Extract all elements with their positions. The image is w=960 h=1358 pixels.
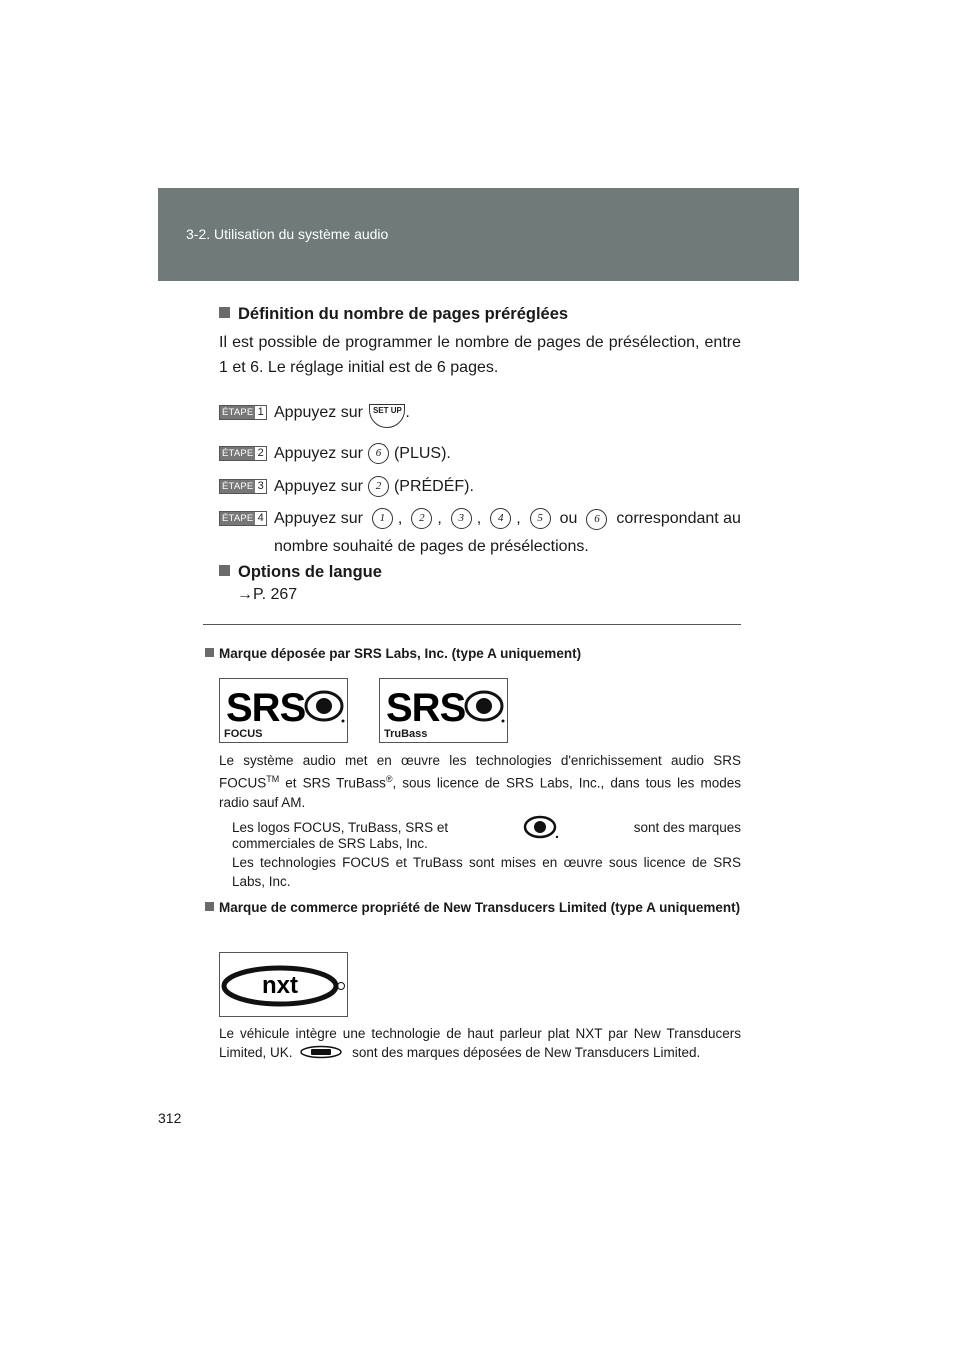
square-bullet-icon	[219, 307, 230, 318]
text: et SRS TruBass	[279, 775, 386, 791]
heading-preset-pages	[219, 305, 741, 324]
section-title: 3-2. Utilisation du système audio	[186, 226, 389, 242]
step-label: ÉTAPE	[222, 407, 254, 418]
nxt-emblem-icon	[299, 1045, 345, 1059]
nxt-logo-text: nxt	[262, 972, 298, 999]
intro-paragraph: Il est possible de programmer le nombre de pages de présélection, entre 1 et 6. Le réglage initial est de 6 pages.	[219, 334, 741, 376]
step-text: Appuyez sur	[274, 478, 363, 495]
step-number: 3	[255, 480, 266, 493]
step-label: ÉTAPE	[222, 448, 254, 459]
step-label: ÉTAPE	[222, 513, 254, 524]
step-text-end: correspondant au	[616, 510, 741, 527]
button-2-icon: 2	[368, 476, 389, 497]
square-bullet-icon	[205, 902, 214, 911]
note-title: Marque déposée par SRS Labs, Inc. (type A uniquement)	[219, 646, 582, 661]
step-text: Appuyez sur	[274, 445, 363, 462]
srs-focus-logo	[219, 678, 348, 743]
button-2-icon: 2	[411, 508, 432, 529]
registered-symbol: ®	[385, 774, 393, 784]
step-number: 1	[255, 406, 266, 419]
step-badge	[219, 446, 267, 461]
step-text-end: .	[405, 404, 410, 421]
square-bullet-icon	[219, 565, 230, 576]
nxt-paragraph	[219, 1024, 741, 1062]
step-text-end: (PLUS).	[393, 445, 451, 462]
step-text: Appuyez sur	[274, 510, 363, 527]
step-number: 4	[255, 512, 266, 525]
square-bullet-icon	[205, 648, 214, 657]
srs-trubass-logo	[379, 678, 508, 743]
logo-caption: TruBass	[384, 728, 428, 740]
text: sont des marques déposées de New Transducers Limited.	[352, 1045, 701, 1060]
trademark-symbol: TM	[266, 774, 280, 784]
text: , sous licence de SRS Labs, Inc., dans tous les modes radio sauf AM.	[219, 775, 741, 810]
section-header	[158, 188, 799, 281]
step-or: ou	[559, 510, 578, 527]
heading-text: Définition du nombre de pages préréglées	[238, 305, 569, 323]
page-reference: →P. 267	[237, 586, 298, 603]
step-badge	[219, 511, 267, 526]
srs-paragraph-2-line2: commerciales de SRS Labs, Inc.	[232, 836, 428, 851]
step-badge	[219, 479, 267, 494]
text: Le système audio met en œuvre les technologies d'enrichissement audio SRS FOCUS	[219, 753, 741, 791]
divider	[203, 624, 741, 625]
step-badge	[219, 405, 267, 420]
button-1-icon: 1	[372, 508, 393, 529]
srs-paragraph-3: Les technologies FOCUS et TruBass sont mises en œuvre sous licence de SRS Labs, Inc.	[232, 855, 741, 889]
srs-logo-text: SRS	[386, 686, 466, 730]
button-6-icon: 6	[368, 443, 389, 464]
nxt-logo-icon	[220, 953, 347, 1016]
note-nxt-title	[205, 898, 741, 917]
button-6-icon: 6	[586, 509, 607, 530]
note-srs-title	[205, 645, 741, 663]
text: sont des marques	[633, 819, 741, 835]
logo-caption: FOCUS	[224, 728, 263, 740]
step-text-end: (PRÉDÉF).	[393, 478, 474, 495]
step-label: ÉTAPE	[222, 481, 254, 492]
text: Le véhicule intègre une technologie de haut parleur plat NXT par New Transducers Limited, UK.	[219, 1026, 741, 1060]
text: Les logos FOCUS, TruBass, SRS et	[232, 819, 449, 835]
step-text-line2: nombre souhaité de pages de présélections.	[274, 538, 589, 555]
button-3-icon: 3	[451, 508, 472, 529]
button-4-icon: 4	[490, 508, 511, 529]
srs-logo-text: SRS	[226, 686, 306, 730]
heading-text: Options de langue	[238, 563, 382, 581]
nxt-logo	[219, 952, 348, 1017]
step-number: 2	[255, 447, 266, 460]
heading-language-options	[219, 563, 741, 582]
note-title: Marque de commerce propriété de New Transducers Limited (type A uniquement)	[219, 900, 741, 915]
step-text: Appuyez sur	[274, 404, 363, 421]
page-number: 312	[158, 1110, 182, 1126]
srs-paragraph-1	[219, 751, 741, 812]
setup-button-icon: SET UP	[369, 404, 405, 428]
button-5-icon: 5	[530, 508, 551, 529]
